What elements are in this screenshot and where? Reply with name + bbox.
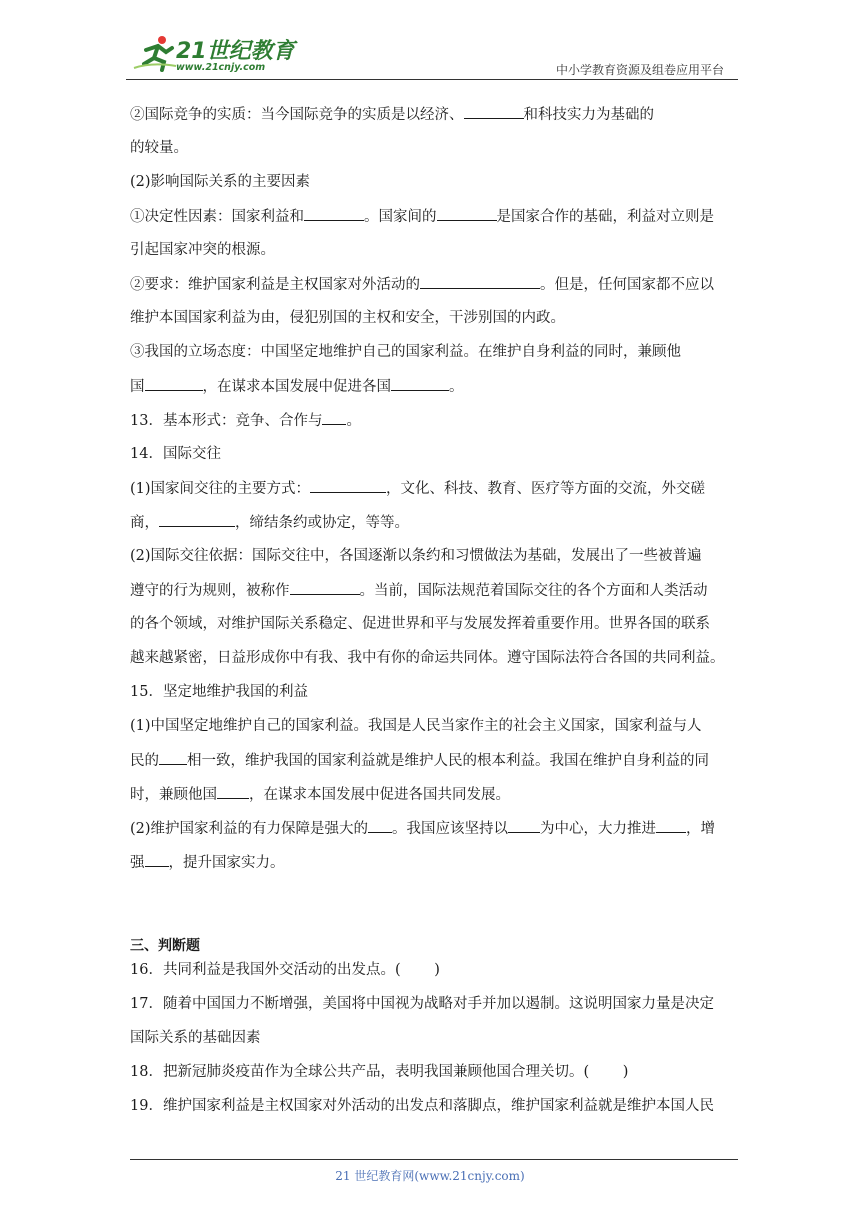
answer-blank[interactable]	[159, 512, 235, 527]
text-line: (2)维护国家利益的有力保障是强大的 。我国应该坚持以 为中心，大力推进 ，增	[130, 818, 730, 852]
text-line: 15．坚定地维护我国的利益	[130, 684, 308, 700]
answer-blank[interactable]	[217, 784, 249, 799]
answer-blank[interactable]	[508, 818, 540, 833]
answer-blank[interactable]	[304, 206, 364, 221]
text-line: 时，兼顾他国 ，在谋求本国发展中促进各国共同发展。	[130, 784, 730, 818]
text-line: 商， ，缔结条约或协定，等等。	[130, 512, 730, 546]
page-header	[126, 30, 738, 80]
text-line: ②要求：维护国家利益是主权国家对外活动的 。但是，任何国家都不应以	[130, 274, 730, 308]
question-18: 18．把新冠肺炎疫苗作为全球公共产品，表明我国兼顾他国合理关切。( )	[130, 1064, 629, 1080]
answer-blank[interactable]	[310, 478, 386, 493]
text-line: 国 ，在谋求本国发展中促进各国 。	[130, 376, 730, 410]
text-line: (1)中国坚定地维护自己的国家利益。我国是人民当家作主的社会主义国家，国家利益与人	[130, 718, 702, 734]
text-line: 的较量。	[130, 140, 188, 156]
logo-title: 21世纪教育	[176, 39, 295, 64]
text-line: 越来越紧密，日益形成你中有我、我中有你的命运共同体。遵守国际法符合各国的共同利益。	[130, 650, 725, 666]
text-line: 引起国家冲突的根源。	[130, 242, 275, 258]
answer-blank[interactable]	[145, 376, 203, 391]
text-line: 维护本国国家利益为由，侵犯别国的主权和安全，干涉别国的内政。	[130, 310, 565, 326]
text-line: 强 ，提升国家实力。	[130, 852, 730, 886]
answer-blank[interactable]	[391, 376, 449, 391]
answer-blank[interactable]	[464, 104, 524, 119]
answer-blank[interactable]	[322, 410, 346, 425]
section-heading: 三、判断题	[130, 938, 200, 954]
text-line: 遵守的行为规则，被称作 。当前，国际法规范着国际交往的各个方面和人类活动	[130, 580, 730, 614]
question-16: 16．共同利益是我国外交活动的出发点。( )	[130, 962, 440, 978]
text-line: (2)影响国际关系的主要因素	[130, 174, 311, 190]
text-line: ②国际竞争的实质：当今国际竞争的实质是以经济、 和科技实力为基础的	[130, 104, 730, 138]
question-17: 17．随着中国国力不断增强，美国将中国视为战略对手并加以遏制。这说明国家力量是决定	[130, 996, 714, 1012]
answer-blank[interactable]	[290, 580, 360, 595]
answer-blank[interactable]	[368, 818, 392, 833]
text-line: (1)国家间交往的主要方式： ，文化、科技、教育、医疗等方面的交流，外交磋	[130, 478, 730, 512]
section-spacer	[130, 886, 730, 936]
answer-blank[interactable]	[437, 206, 497, 221]
answer-blank[interactable]	[656, 818, 686, 833]
text-line: ①决定性因素：国家利益和 。国家间的 是国家合作的基础，利益对立则是	[130, 206, 730, 240]
text-line: 民的 相一致，维护我国的国家利益就是维护人民的根本利益。我国在维护自身利益的同	[130, 750, 730, 784]
answer-blank[interactable]	[159, 750, 187, 765]
runner-logo-icon	[132, 34, 178, 72]
logo	[126, 30, 296, 78]
header-divider	[126, 79, 738, 80]
text-line: 13．基本形式：竞争、合作与 。	[130, 410, 730, 444]
answer-blank[interactable]	[420, 274, 540, 289]
footer-link[interactable]: 21 世纪教育网(www.21cnjy.com)	[335, 1169, 525, 1183]
logo-url: www.21cnjy.com	[176, 62, 266, 73]
text-line: 国际关系的基础因素	[130, 1030, 261, 1046]
text-line: 的各个领域，对维护国际关系稳定、促进世界和平与发展发挥着重要作用。世界各国的联系	[130, 616, 710, 632]
platform-name: 中小学教育资源及组卷应用平台	[555, 63, 724, 77]
text-line: ③我国的立场态度：中国坚定地维护自己的国家利益。在维护自身利益的同时，兼顾他	[130, 344, 681, 360]
question-19: 19．维护国家利益是主权国家对外活动的出发点和落脚点，维护国家利益就是维护本国人民	[130, 1098, 714, 1114]
document-body	[130, 104, 730, 1130]
text-line: (2)国际交往依据：国际交往中，各国逐渐以条约和习惯做法为基础，发展出了一些被普遍	[130, 548, 702, 564]
text-line: 14．国际交往	[130, 446, 221, 462]
footer-divider	[130, 1159, 738, 1160]
answer-blank[interactable]	[145, 852, 169, 867]
